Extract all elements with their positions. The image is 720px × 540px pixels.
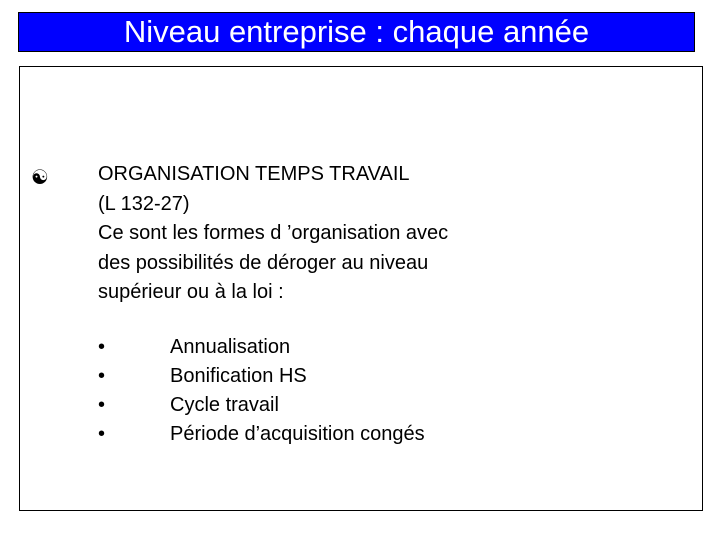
- paragraph-line: ORGANISATION TEMPS TRAVAIL: [98, 163, 410, 185]
- list-item: [98, 333, 618, 362]
- sub-bullet-list: [98, 333, 618, 449]
- main-paragraph: [98, 160, 618, 308]
- bullet-dot-icon: •: [98, 336, 106, 358]
- list-item: [98, 391, 618, 420]
- list-item-label: Cycle travail: [170, 394, 279, 416]
- bullet-dot-icon: •: [98, 423, 106, 445]
- list-item: [98, 362, 618, 391]
- list-item-label: Bonification HS: [170, 365, 307, 387]
- bullet-symbol-icon: ☯: [31, 167, 49, 189]
- slide-title: Niveau entreprise : chaque année: [123, 14, 590, 49]
- slide-title-bar: [18, 12, 695, 52]
- bullet-dot-icon: •: [98, 365, 106, 387]
- list-item-label: Période d’acquisition congés: [170, 423, 425, 445]
- paragraph-line: (L 132-27): [98, 192, 190, 215]
- paragraph-line: Ce sont les formes d ’organisation avec: [98, 222, 449, 244]
- paragraph-line: des possibilités de déroger au niveau: [98, 251, 429, 274]
- paragraph-line: supérieur ou à la loi :: [98, 281, 284, 303]
- bullet-dot-icon: •: [98, 394, 106, 416]
- list-item: [98, 420, 618, 449]
- list-item-label: Annualisation: [170, 336, 291, 358]
